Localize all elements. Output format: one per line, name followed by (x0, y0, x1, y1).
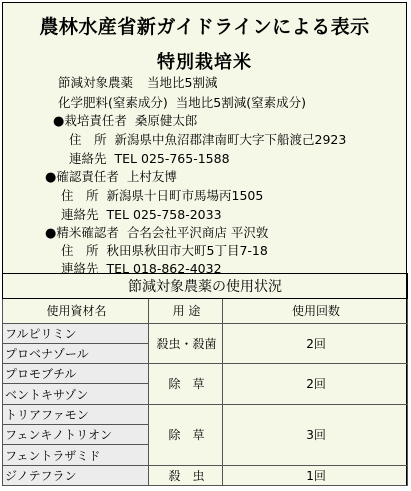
milling-contact-label: 連絡先 (61, 261, 99, 276)
count-cell: 2回 (223, 323, 408, 364)
milling-address-label: 住 所 (61, 243, 99, 258)
purpose-cell: 除 草 (149, 364, 223, 405)
material-cell: ベントキサゾン (3, 384, 149, 404)
purpose-cell: 除 草 (149, 404, 223, 465)
count-cell: 3回 (223, 404, 408, 465)
material-cell: フェンキノトリオン (3, 425, 149, 445)
verifier-responsible-line (45, 169, 177, 186)
verifier-address-label: 住 所 (61, 188, 99, 203)
label-title: 農林水産省新ガイドラインによる表示 (39, 16, 370, 38)
verifier-contact-line (61, 207, 222, 223)
verifier-role: 確認責任者 (56, 169, 119, 184)
verifier-address-line (61, 188, 263, 204)
count-cell: 2回 (223, 364, 408, 405)
material-cell: フルピリミン (3, 323, 149, 343)
verifier-contact: TEL 025-758-2033 (106, 207, 222, 222)
fertilizer-value: 当地比5割減(窒素成分) (175, 95, 306, 110)
count-cell: 1回 (223, 465, 408, 485)
bullet-icon: ● (53, 114, 65, 129)
grower-address: 新潟県中魚沼郡津南町大字下船渡己2923 (114, 132, 347, 147)
grower-responsible-line (53, 113, 197, 130)
bullet-icon: ● (45, 226, 57, 241)
milling-contact: TEL 018-862-4032 (106, 261, 222, 276)
grower-contact-label: 連絡先 (69, 151, 107, 166)
purpose-cell: 殺虫・殺菌 (149, 323, 223, 364)
material-cell: ジノテフラン (3, 465, 149, 485)
material-cell: トリアファモン (3, 404, 149, 424)
header-material: 使用資材名 (3, 298, 149, 323)
pesticide-reduction-line (58, 75, 217, 91)
grower-contact-line (69, 151, 230, 167)
verifier-address: 新潟県十日町市馬場丙1505 (106, 188, 264, 203)
grower-contact: TEL 025-765-1588 (114, 151, 230, 166)
milling-name: 合名会社平沢商店 平沢敦 (126, 225, 269, 240)
milling-role: 精米確認者 (56, 225, 119, 240)
fertilizer-label: 化学肥料(窒素成分) (58, 95, 168, 110)
pesticide-label: 節減対象農薬 (58, 75, 134, 90)
material-cell: フェントラザミド (3, 445, 149, 465)
bullet-icon: ● (45, 170, 57, 185)
verifier-name: 上村友博 (126, 169, 177, 184)
header-purpose: 用 途 (149, 298, 223, 323)
header-count: 使用回数 (223, 298, 408, 323)
material-cell: プロモブチル (3, 364, 149, 384)
material-cell: プロベナゾール (3, 343, 149, 363)
milling-address: 秋田県秋田市大町5丁目7-18 (106, 243, 268, 258)
purpose-cell: 殺 虫 (149, 465, 223, 485)
milling-address-line (61, 243, 268, 259)
pesticide-usage-table (2, 273, 408, 486)
pesticide-value: 当地比5割減 (147, 75, 218, 90)
grower-name: 桑原健太郎 (134, 113, 198, 128)
grower-address-label: 住 所 (69, 132, 107, 147)
label-subtitle: 特別栽培米 (157, 52, 252, 73)
grower-role: 栽培責任者 (64, 113, 127, 128)
usage-table-caption: 節減対象農薬の使用状況 (3, 274, 408, 299)
fertilizer-reduction-line (58, 95, 306, 111)
grower-address-line (69, 132, 346, 148)
milling-responsible-line (45, 225, 268, 242)
verifier-contact-label: 連絡先 (61, 207, 99, 222)
